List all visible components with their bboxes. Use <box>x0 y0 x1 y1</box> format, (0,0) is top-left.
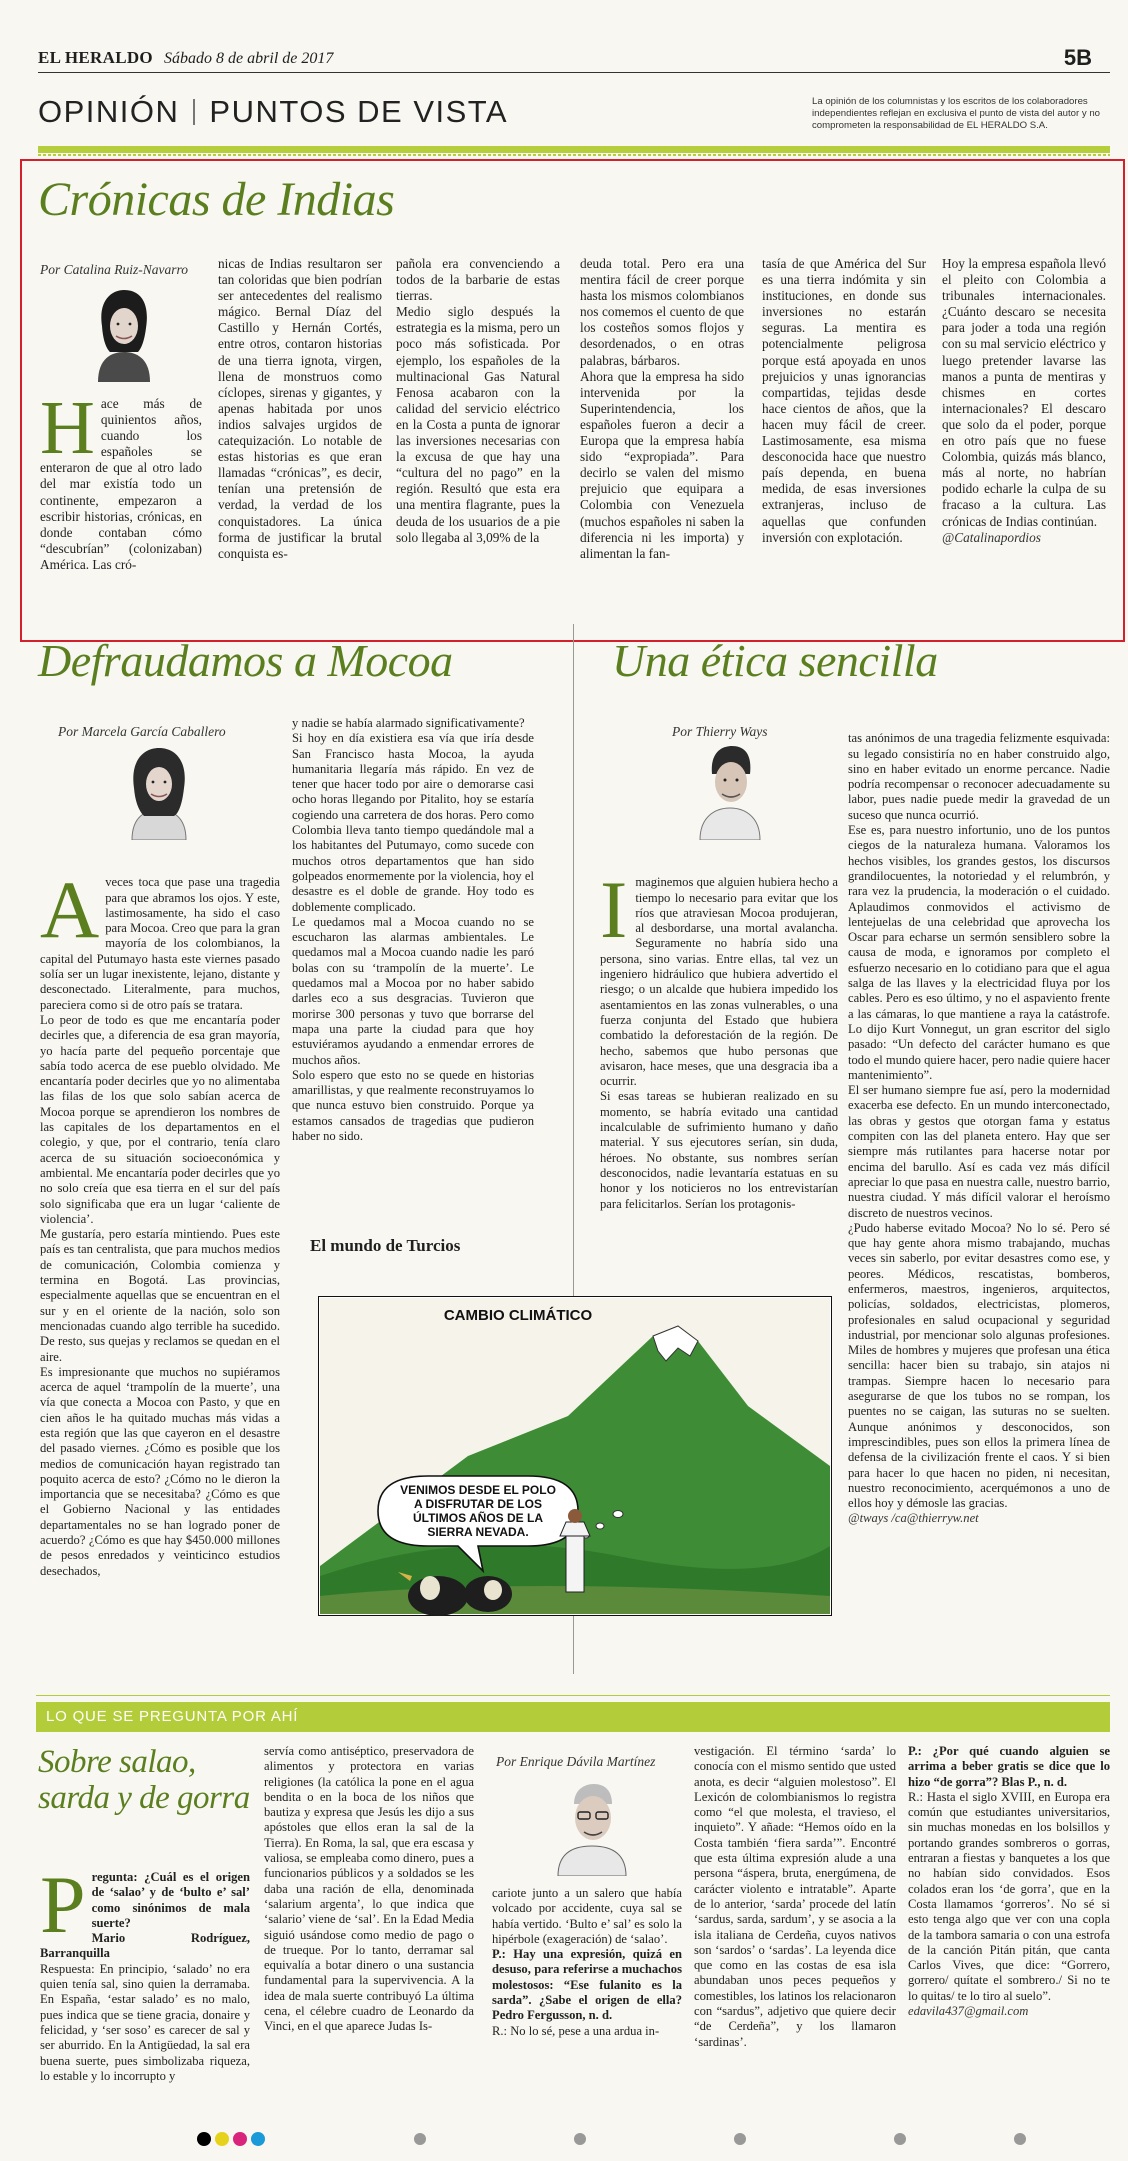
author-portrait-icon <box>550 1776 634 1876</box>
svg-text:ÚLTIMOS AÑOS DE LA: ÚLTIMOS AÑOS DE LA <box>413 1511 543 1525</box>
cronicas-col-6 <box>942 256 1106 546</box>
pregunta-col-4: vestigación. El término ‘sarda’ lo conocía con el mismo sentido que usted anota, es decir “alguien molestoso”. El Lexicón de colombianismos lo registra como “el que molesta, el travieso, el inquieto”. Y añade: “Hemos oído en la Costa también ‘fiera sarda’”. Encontré que esta última expresión alude a una persona “áspera, bruta, energúmena, de carácter violento e intratable”. Aparte de lo anterior, ‘sarda’ procede del latín ‘sardus, sarda, sardum’, y se asocia a la isla italiana de Cerdeña, cuyos nativos son ‘sardos’ o ‘sardas’. La leyenda dice que como en las costas de esa isla abundaban unos peces pequeños y comestibles, los latinos los relacionaron con “sardus”, adjetivo que quiere decir “de Cerdeña”, y los llamaron ‘sardinas’. <box>694 1744 896 2049</box>
pregunta-q3: P.: ¿Por qué cuando alguien se arrima a beber gratis se dice que lo hizo “de gorra”? Blas P., n. d. <box>908 1744 1110 1789</box>
mocoa-byline: Por Marcela García Caballero <box>58 724 226 739</box>
print-registration-marks <box>160 2131 1110 2147</box>
svg-text:A DISFRUTAR DE LOS: A DISFRUTAR DE LOS <box>414 1497 542 1511</box>
cronicas-dropcap: H <box>40 386 95 470</box>
pregunta-signoff: edavila437@gmail.com <box>908 2004 1029 2019</box>
masthead-rule <box>38 72 1110 73</box>
cronicas-col-5: tasía de que América del Sur es una tierra indómita y sin instituciones, en donde sus inversiones no estarán seguras. La mentira es potencialmente peligrosa porque está apoyada en unos prejuicios y unas ignorancias compartidas, tejidas desde hace cientos de años, que la hacen muy fácil de creer. Lastimosamente, esa misma desconocida hace que nuestro país dependa, en buena medida, de esas inversiones extranjeras, incluso de aquellas que confunden inversión con explotación. <box>762 256 926 545</box>
mocoa-col-1 <box>40 860 280 1579</box>
cronicas-signoff: @Catalinapordios <box>942 529 1041 545</box>
etica-byline: Por Thierry Ways <box>672 724 768 739</box>
etica-col-1-text: maginemos que alguien hubiera hecho a tiempo lo necesario para evitar que los ríos que atraviesan Mocoa produjeran, al desbordarse, una mortal avalancha. Seguramente no habría sido una persona, sino varias. Entre ellas, tal vez un ingeniero hidráulico que hubiera advertido el riesgo; o un alcalde que hubiera impedido los asentamientos en las zonas vulnerables, o una fuerza conjunta del Estado que hubiera combatido la deforestación de la región. De hecho, sabemos que hubo personas que avisaron, hace meses, que una desgracia iba a ocurrir. Si esas tareas se hubieran realizado en su momento, se habría evitado una cantidad incalculable de sufrimiento humano y daño material. Y sus ejecutores serían, sin duda, héroes. No obstante, sus nombres serían desconocidos, nadie levantaría estatuas en su honor y los noticieros no los entrevistarían para felicitarlos. Serían los protagonis- <box>600 875 838 1211</box>
cronicas-title: Crónicas de Indias <box>38 173 395 226</box>
pregunta-col-3-text: cariote junto a un salero que había volcado por accidente, cuya sal se había vertido. ‘Bulto e’ sal’ es solo la hipérbole (exageración) de ‘salao’. <box>492 1886 682 1946</box>
pregunta-title: Sobre salao, sarda y de gorra <box>38 1744 250 1816</box>
pregunta-dropcap: P <box>40 1859 86 1950</box>
section-puntos: PUNTOS DE VISTA <box>209 94 509 129</box>
pregunta-q2: P.: Hay una expresión, quizá en desuso, para referirse a muchachos molestosos: “Ese fulanito es la sarda”. ¿Sabe el origen de ella? Pedro Fergusson, n. d. <box>492 1947 682 2023</box>
pregunta-col-1-text: Respuesta: En principio, ‘salado’ no era quien tenía sal, sino quien la derramaba. En España, ‘estar salado’ es no malo, pues indica que se tiene gracia, donaire y felicidad, y ‘ser soso’ es carecer de sal y ser aburrido. En la Antigüedad, la sal era buena suerte, pues simbolizaba riqueza, lo estable y lo incorrupto y <box>40 1961 250 2083</box>
mocoa-col-1-text: veces toca que pase una tragedia para que abramos los ojos. Y este, lastimosamente, ha sido el caso para Mocoa. Creo que para la gran mayoría de los colombianos, la capital del Putumayo hasta este viernes pasado solía ser un lugar inexistente, lejano, distante y desconectado. Literalmente, para muchos, pareciera como si de otro país se tratara. Lo peor de todo es que me encantaría poder decirles que, a diferencia de esa gran mayoría, yo hacía parte del pequeño porcentaje que sabía todo acerca de ese pueblo olvidado. Me encantaría poder decirles que yo no alimentaba las filas de los que solo sabían acerca de Mocoa porque se aprendieron los nombres de las capitales de los departamentos en el colegio, y que, por el contrario, tenía claro acerca de su situación socioeconómica y ambiental. Me encantaría poder decirles que yo no solo creía que esa tierra en el sur del país solo significaba que era un lugar ‘caliente de violencia’. Me gustaría, pero estaría mintiendo. Pues este país es tan centralista, que para muchos medios de comunicación, Colombia comienza y termina en Bogotá. Las provincias, especialmente aquellas que se encuentran en el sur y en el oriente de la nación, solo son mencionadas cuando algo terrible ha sucedido. De resto, sus quejas y reclamos se quedan en el aire. Es impresionante que muchos no supiéramos acerca de aquel ‘trampolín de la muerte’, una vía que conecta a Mocoa con Pasto, y que en cien años le ha quitado muchas más vidas a esta región que las que cayeron en el desastre del pasado viernes. ¿Cómo es posible que los medios de comunicación hayan registrado tan poquito acerca de esto? ¿Cómo no le dieron la importancia que se necesitaba? ¿Cómo es que el Gobierno Nacional y las entidades departamentales no se han logrado poner de acuerdo? ¿Cómo es que hay $450.000 millones de pesos enredados y veinticinco estudios desechados, <box>40 875 280 1578</box>
question-strip-label: LO QUE SE PREGUNTA POR AHÍ <box>46 1708 299 1725</box>
section-separator <box>193 99 195 125</box>
mocoa-title: Defraudamos a Mocoa <box>38 635 453 686</box>
cronicas-col-6-text: Hoy la empresa española llevó el pleito con Colombia a tribunales internacionales. ¿Cuánto descaro se necesita para joder a toda una región con su mal servicio eléctrico y luego pretender lavarse las manos a punta de mentiras y chismes en cortes internacionales? El descaro que solo da el poder, porque en otro país que no fuese Colombia, quizás más blanco, más al norte, no habrían podido echarle la culpa de su fracaso a la cultura. Las crónicas de Indias continúan. <box>942 256 1106 529</box>
pregunta-q1: regunta: ¿Cuál es el origen de ‘salao’ y de ‘bulto e’ sal’ como sinónimos de mala suerte? <box>91 1870 250 1930</box>
mocoa-dropcap: A <box>40 864 100 956</box>
svg-text:SIERRA NEVADA.: SIERRA NEVADA. <box>427 1525 529 1539</box>
author-portrait-icon <box>690 742 770 840</box>
etica-col-2-text: tas anónimos de una tragedia felizmente esquivada: su legado consistiría no en haber construido algo, sino en haber evitado un enorme percance. Nadie podría recompensar o reconocer adecuadamente su labor, pues nadie puede medir la gravedad de un suceso que nunca ocurrió. Ese es, para nuestro infortunio, uno de los puntos ciegos de la naturaleza humana. Valoramos los hechos visibles, los grandes gestos, los discursos grandilocuentes, la notoriedad y el relumbrón, y rara vez la prudencia, la moderación o el cuidado. Aplaudimos conmovidos el activismo de lentejuelas de una celebridad que aprovecha los Oscar para echarse un sermón sensiblero sobre la causa de moda, e ignoramos por completo el esfuerzo necesario en lo cotidiano para que el agua salga de las llaves y la electricidad fluya por los cables. Pero es eso último, y no el aspaviento frente a las cámaras, lo que mantiene a raya la catástrofe. Lo dijo Kurt Vonnegut, un gran escritor del siglo pasado: “Un defecto del carácter humano es que todo el mundo quiere hacer, pero nadie quiere hacer mantenimiento”. El ser humano siempre fue así, pero la modernidad exacerba ese defecto. En un mundo interconectado, las obras y gestos que otorgan fama y estatus compiten con las del planeta entero. Hay que ser siempre más rutilantes para hacerse notar por encima del barullo. Así es cada vez más difícil apreciar lo que pasa en nuestra calle, nuestro barrio, nuestra ciudad. Y más difícil valorar el heroísmo discreto de nuestros vecinos. ¿Pudo haberse evitado Mocoa? No lo sé. Pero sé que hay gente ahora mismo trabajando, muchas veces sin saberlo, por evitar desastres como ese, y peores. Médicos, rescatistas, bomberos, enfermeros, maestros, ingenieros, arquitectos, policías, soldados, electricistas, plomeros, profesionales en salud ocupacional y seguridad industrial, por mencionar solo algunas profesiones. Miles de hombres y mujeres que profesan una ética sencilla: hacer bien su trabajo, sin atajos ni trampas. Siempre hacen lo necesario para asegurarse de que los tubos no se rompan, los puentes no se caigan, las suturas no se suelten. Aunque anónimos y desconocidos, son imprescindibles, pues son ellos la primera línea de defensa de la civilización frente el caos. Y si bien para hacer lo que hacen no piden, ni necesitan, nuestro reconocimiento, acerquémonos a uno de ellos hoy y démosle las gracias. <box>848 731 1110 1511</box>
cronicas-col-2: nicas de Indias resultaron ser tan coloridas que bien podrían ser antecedentes del realismo mágico. Bernal Díaz del Castillo y Hernán Cortés, entre otros, contaron historias de una tierra ignota, virgen, llena de monstruos como cíclopes, sirenas y gigantes, y apenas habitada por unos indios salvajes urgidos de catequización. Lo notable de estas historias es que eran llamadas “crónicas”, es decir, tenían una pretensión de verdad, la verdad de los conquistadores. La única forma de justificar la brutal conquista es- <box>218 256 382 561</box>
cronicas-col-4: deuda total. Pero era una mentira fácil de creer porque hasta los mismos colombianos nos comemos el cuento de que los costeños somos flojos y desordenados, o en otras palabras, bárbaros. Ahora que la empresa ha sido intervenida por la Superintendencia, los españoles fueron a decir a Europa que la empresa había sido “expropiada”. Para decirlo se valen del mismo prejuicio que equipara a Colombia con Venezuela (muchos españoles ni saben la diferencia ni les importa) y alimentan la fan- <box>580 256 744 561</box>
pregunta-byline: Por Enrique Dávila Martínez <box>496 1754 656 1769</box>
disclaimer-text: La opinión de los columnistas y los escritos de los colaboradores independientes reflejan en exclusiva el punto de vista del autor y no comprometen la responsabilidad de EL HERALDO S.A. <box>812 96 1101 131</box>
etica-signoff: @tways /ca@thierryw.net <box>848 1511 979 1526</box>
issue-date: Sábado 8 de abril de 2017 <box>164 50 334 67</box>
pregunta-q1-author: Mario Rodríguez, Barranquilla <box>40 1931 250 1961</box>
masthead <box>38 45 1092 70</box>
cronicas-col-1 <box>40 386 202 573</box>
cronicas-col-1-text: ace más de quinientos años, cuando los españoles se enteraron de que al otro lado del mar existía todo un continente, empezaron a escribir historias, crónicas, en donde contaban cómo “descubrían” (colonizaban) América. Las cró- <box>40 396 202 572</box>
section-green-bar <box>38 146 1110 153</box>
newspaper-brand: EL HERALDO <box>38 48 153 67</box>
pregunta-col-1 <box>40 1859 250 2084</box>
cartoon-bubble-text: VENIMOS DESDE EL POLO <box>400 1483 556 1497</box>
etica-col-1 <box>600 860 838 1212</box>
etica-title: Una ética sencilla <box>612 635 938 686</box>
cartoon-title: El mundo de Turcios <box>310 1236 461 1255</box>
author-portrait-icon <box>84 286 164 382</box>
pregunta-a2: R.: No lo sé, pese a una ardua in- <box>492 2023 660 2038</box>
etica-dropcap: I <box>600 864 628 956</box>
cronicas-col-3: pañola era convenciendo a todos de la barbarie de estas tierras. Medio siglo después la estrategia es la misma, pero un poco más sofisticada. Por ejemplo, los españoles de la multinacional Gas Natural Fenosa acabaron con la calidad del servicio eléctrico en la Costa a punta de ignorar las inversiones necesarias con la excusa de que hay una “cultura del no pago” en la región. Resultó que esta era una mentira flagrante, pues la deuda de los usuarios de a pie solo llegaba al 3,09% de la <box>396 256 560 545</box>
cartoon-heading: CAMBIO CLIMÁTICO <box>443 1307 593 1324</box>
cronicas-byline: Por Catalina Ruiz-Navarro <box>40 262 189 277</box>
climate-cartoon <box>318 1296 832 1616</box>
etica-col-2 <box>848 716 1110 1542</box>
page-number: 5B <box>1063 45 1092 70</box>
pregunta-col-5-text: R.: Hasta el siglo XVIII, en Europa era común que estudiantes universitarios, sin muchas monedas en los bolsillos y portando grandes sombreros o gorras, entraran a fiestas y banquetes a los que no habían sido convidados. Esos colados eran los ‘de gorra’, que en la Costa llamamos ‘gorreros’. No sé si esto tenga algo que ver con una copla de la tambora samaria o con una estrofa de la canción Pitán pitán, que canta Carlos Vives, que dice: “Gorrero, gorrero/ quítate el sombrero./ Si no te lo quitas/ te lo tiro al suelo”. <box>908 1789 1110 2003</box>
section-green-dots <box>38 154 1110 156</box>
pregunta-col-2: servía como antiséptico, preservadora de alimentos y protectora en varias religiones (la católica la pone en el agua bendita o en la boca de los niños que bautiza y expresa que Jesús les dijo a sus apóstoles que ellos eran la sal de la Tierra). En Roma, la sal, que era escasa y valiosa, se empleaba como dinero, pues a funcionarios públicos y a soldados se les daba una ración de ella, denominada ‘salarium argenta’, lo que indica que ‘salario’ viene de ‘sal’. En la Edad Media siguió usándose como medio de pago o de trueque. Por lo tanto, derramar sal equivalía a botar dinero o una sustancia fundamental para la supervivencia. A la idea de mala suerte contribuyó La última cena, el célebre cuadro de Leonardo da Vinci, en el que aparece Judas Is- <box>264 1744 474 2034</box>
author-portrait-icon <box>120 744 198 840</box>
section-title <box>38 94 508 130</box>
section-rule <box>36 1695 1110 1696</box>
mocoa-col-2: y nadie se había alarmado significativamente? Si hoy en día existiera esa vía que iría desde San Francisco hasta Mocoa, la ayuda humanitaria llegaría más rápido. En vez de tener que hacer todo por aire o demorarse casi ocho horas llegando por Pitalito, hoy se estaría cogiendo una carretera de dos horas. Pero como Colombia lleva tanto tiempo quedándole mal a los habitantes del Putumayo, como sucede con muchos otros departamentos que han sido golpeados enormemente por la violencia, hoy el desastre es el doble de grande. Hoy todo es doblemente complicado. Le quedamos mal a Mocoa cuando no se escucharon las alarmas ambientales. Le quedamos mal a Mocoa cuando nadie les paró bolas con su ‘trampolín de la muerte’. Le quedamos mal a Mocoa por no haber sabido darles eco a sus desgracias. Tuvieron que morirse 300 personas y tuvo que borrarse del mapa una parte la ciudad para que hoy estuviéramos ayudando a enmendar errores de muchos años. Solo espero que esto no se quede en historias amarillistas, y que realmente reconstruyamos lo que nunca estuvo bien construido. Porque ya estamos cansados de tragedias que pudieron haber no sido. <box>292 716 534 1144</box>
question-strip <box>36 1702 1110 1732</box>
pregunta-col-5 <box>908 1744 1110 2019</box>
section-opinion: OPINIÓN <box>38 94 180 129</box>
pregunta-col-3 <box>492 1886 682 2039</box>
